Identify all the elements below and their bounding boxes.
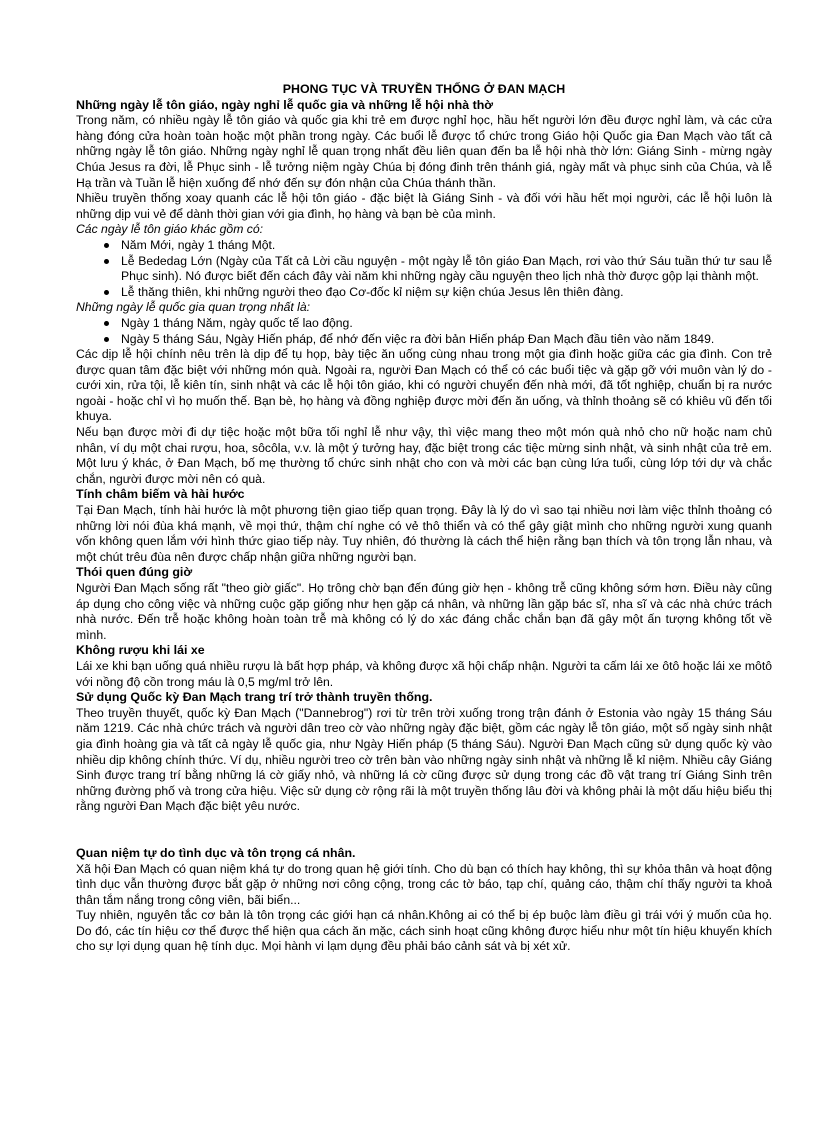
paragraph: Lái xe khi bạn uống quá nhiều rượu là bất hợp pháp, và không được xã hội chấp nhận. Người ta cấm lái xe ôtô hoặc lái xe môtô với nồng độ cồn trong máu là 0,5 mg/ml trở lên. bbox=[76, 658, 772, 689]
paragraph: Nhiều truyền thống xoay quanh các lễ hội tôn giáo - đặc biệt là Giáng Sinh - và đối với hầu hết mọi người, các lễ hội luôn là những dịp vui vẻ để dành thời gian với gia đình, họ hàng và bạn bè của mình. bbox=[76, 191, 772, 221]
document-title: PHONG TỤC VÀ TRUYỀN THỐNG Ở ĐAN MẠCH bbox=[282, 82, 566, 96]
national-days-list bbox=[76, 316, 772, 347]
list-item: Ngày 5 tháng Sáu, Ngày Hiến pháp, để nhớ đến việc ra đời bản Hiến pháp Đan Mạch đầu tiên vào năm 1849. bbox=[121, 332, 772, 348]
paragraph: Tại Đan Mạch, tính hài hước là một phương tiện giao tiếp quan trọng. Đây là lý do vì sao tại nhiều nơi làm việc thỉnh thoảng có những lời nói đùa khá mạnh, về mọi thứ, thậm chí nghe có vẻ thô thiển và có thể gây giật mình cho những người xung quanh vốn không quen lắm với hình thức giao tiếp này. Tuy nhiên, đó thường là cách thể hiện rằng bạn thích và tôn trọng lẫn nhau, và một chút trêu đùa nên được chấp nhận giữa những người bạn. bbox=[76, 503, 772, 564]
list-item: Lễ thăng thiên, khi những người theo đạo Cơ-đốc kỉ niệm sự kiện chúa Jesus lên thiên đàng. bbox=[121, 285, 772, 301]
section-heading-humor: Tính châm biếm và hài hước bbox=[76, 487, 245, 502]
paragraph: Các dịp lễ hội chính nêu trên là dịp để tụ họp, bày tiệc ăn uống cùng nhau trong một gia đình hoặc giữa các gia đình. Con trẻ được quan tâm đặc biệt với những món quà. Ngoài ra, người Đan Mạch có thể có các buổi tiệc và gặp gỡ với muôn vàn lý do - cưới xin, rửa tội, lễ kiên tín, sinh nhật và các lễ hội tôn giáo, khi có người chuyển đến nhà mới, đã tốt nghiệp, chuẩn bị ra nước ngoài - hoặc chỉ vì họ muốn thế. Bạn bè, họ hàng và đồng nghiệp được mời đến ăn uống, và thỉnh thoảng sẽ có khiêu vũ đến tối khuya. bbox=[76, 347, 772, 424]
spacer bbox=[76, 815, 772, 846]
list-item: Ngày 1 tháng Năm, ngày quốc tế lao động. bbox=[121, 316, 772, 332]
paragraph: Tuy nhiên, nguyên tắc cơ bản là tôn trọng các giới hạn cá nhân.Không ai có thể bị ép buộc làm điều gì trái với ý muốn của họ. Do đó, các tín hiệu cơ thể được thể hiện qua cách ăn mặc, cách sinh hoạt cũng không được hiểu như một tín hiệu khuyến khích cho sự lợi dụng quan hệ tính dục. Mọi hành vi lạm dụng đều phải báo cảnh sát và bị xét xử. bbox=[76, 908, 772, 954]
subheading-national-days: Những ngày lễ quốc gia quan trọng nhất là: bbox=[76, 300, 311, 315]
section-heading-flag: Sử dụng Quốc kỳ Đan Mạch trang trí trở thành truyền thống. bbox=[76, 690, 433, 705]
section-heading-punctuality: Thói quen đúng giờ bbox=[76, 565, 193, 580]
subheading-religious-days: Các ngày lễ tôn giáo khác gồm có: bbox=[76, 222, 263, 237]
paragraph: Theo truyền thuyết, quốc kỳ Đan Mạch ("Dannebrog") rơi từ trên trời xuống trong trận đánh ở Estonia vào ngày 15 tháng Sáu năm 1219. Các nhà chức trách và người dân treo cờ vào những ngày đặc biệt, gồm các ngày lễ tôn giáo, một số ngày sinh nhật gia đình hoàng gia và tất cả ngày lễ quốc gia, như Ngày Hiến pháp (5 tháng Sáu). Người Đan Mạch cũng sử dụng quốc kỳ vào nhiều dịp không chính thức. Ví dụ, nhiều người treo cờ trên bàn vào những ngày sinh nhật và những lễ kỉ niệm. Nhiều cây Giáng Sinh được trang trí bằng những lá cờ giấy nhỏ, và những lá cờ cũng được sử dụng trong các đồ vật trang trí Giáng Sinh trên những đường phố và trong cửa hiệu. Việc sử dụng cờ rộng rãi là một truyền thống lâu đời và không phải là một dấu hiệu biểu thị rằng người Đan Mạch đặc biệt yêu nước. bbox=[76, 705, 772, 814]
paragraph: Người Đan Mạch sống rất "theo giờ giấc". Họ trông chờ bạn đến đúng giờ hẹn - không trễ cũng không sớm hơn. Điều này cũng áp dụng cho công việc và những cuộc gặp giống như hẹn gặp cá nhân, và những lần gặp bác sĩ, nha sĩ và các nhà chức trách nhà nước. Đến trễ hoặc không hoàn toàn trễ mà không có lý do xác đáng chắc chắn bạn đã gây một ấn tượng không tốt về mình. bbox=[76, 581, 772, 642]
paragraph: Trong năm, có nhiều ngày lễ tôn giáo và quốc gia khi trẻ em được nghỉ học, hầu hết người lớn đều được nghỉ làm, và các cửa hàng đóng cửa hoàn toàn hoặc một phần trong ngày. Các buổi lễ được tổ chức trong Giáo hội Quốc gia Đan Mạch vào tất cả những ngày lễ tôn giáo. Những ngày nghỉ lễ quan trọng nhất đều liên quan đến ba lễ hội nhà thờ lớn: Giáng Sinh - mừng ngày Chúa Jesus ra đời, lễ Phục sinh - lễ tưởng niệm ngày Chúa bị đóng đinh trên thánh giá, ngày mất và phục sinh của Chúa, và lễ Hạ trần và Tuần lễ hiện xuống để nhớ đến sự đón nhận của Chúa thánh thần. bbox=[76, 113, 772, 190]
religious-days-list bbox=[76, 238, 772, 300]
section-heading-holidays: Những ngày lễ tôn giáo, ngày nghỉ lễ quốc gia và những lễ hội nhà thờ bbox=[76, 97, 494, 112]
document-page bbox=[76, 82, 772, 955]
list-item: Năm Mới, ngày 1 tháng Một. bbox=[121, 238, 772, 254]
paragraph: Xã hội Đan Mạch có quan niệm khá tự do trong quan hệ giới tính. Cho dù bạn có thích hay không, thì sự khỏa thân và hoạt động tình dục vẫn thường được bắt gặp ở những nơi công cộng, trong các tờ báo, tạp chí, quảng cáo, thậm chí thấy người ta khoả thân tắm nắng trong công viên, bãi biển... bbox=[76, 861, 772, 907]
list-item: Lễ Bededag Lớn (Ngày của Tất cả Lời cầu nguyện - một ngày lễ tôn giáo Đan Mạch, rơi vào thứ Sáu tuần thứ tư sau lễ Phục sinh). Nó được biết đến cách đây vài năm khi những ngày cầu nguyện theo lịch nhà thờ được gộp lại thành một. bbox=[121, 253, 772, 284]
paragraph: Nếu bạn được mời đi dự tiệc hoặc một bữa tối nghỉ lễ như vậy, thì việc mang theo một món quà nhỏ cho nữ hoặc nam chủ nhân, ví dụ một chai rượu, hoa, sôcôla, v.v. là một ý tưởng hay, đặc biệt trong các tiệc mừng sinh nhật, và sinh nhật của trẻ em. Một lưu ý khác, ở Đan Mạch, bố mẹ thường tổ chức sinh nhật cho con và mời các bạn cùng lứa tuổi, cùng lớp tới dự và chắc chắn, người được mời nên có quà. bbox=[76, 425, 772, 486]
section-heading-freedom: Quan niệm tự do tình dục và tôn trọng cá nhân. bbox=[76, 845, 356, 860]
section-heading-no-drink-driving: Không rượu khi lái xe bbox=[76, 643, 205, 658]
